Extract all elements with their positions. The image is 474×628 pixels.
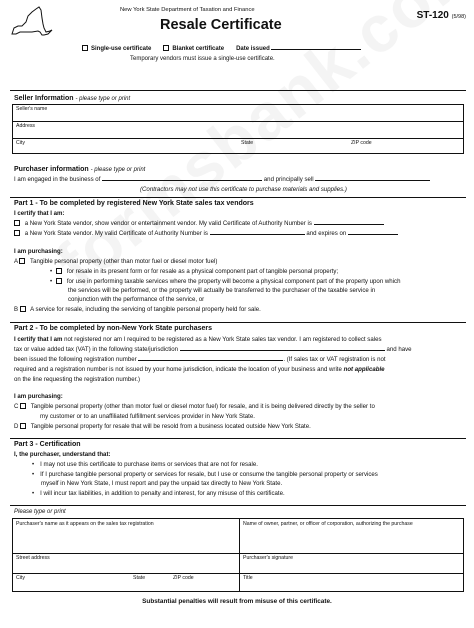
department-name: New York State Department of Taxation and Finance [120,7,255,13]
purchaser-heading: Purchaser information - please type or print [14,166,146,173]
part2-option-c-text: my customer or to an unaffiliated fulfillment services provider in New York State. [40,413,255,420]
part2-registration-line[interactable]: been issued the following registration number . (If sales tax or VAT registration is not [14,356,386,363]
option-vendor-expiring-checkbox[interactable] [14,230,20,236]
part1-letter-b-row: B A service for resale, including the servicing of tangible personal property held for sale. [14,306,261,313]
divider [10,505,466,506]
part1-heading: Part 1 - To be completed by registered New York State sales tax vendors [14,200,254,207]
seller-state-field[interactable]: State [241,140,254,146]
type-note: Please type or print [14,509,66,515]
option-vendor-checkbox[interactable] [14,220,20,226]
penalty-notice: Substantial penalties will result from misuse of this certificate. [142,598,332,605]
purchaser-name-field[interactable]: Purchaser's name as it appears on the sales tax registration [16,521,154,527]
part2-jurisdiction-line[interactable]: tax or value added tax (VAT) in the following state/jurisdiction and have [14,346,412,353]
part3-item: • If I purchase tangible personal property or services for resale, but I use or consume the tangible personal property or services [32,471,378,478]
part1-option-b[interactable]: a New York State vendor. My valid Certificate of Authority Number is and expires on [14,230,462,238]
seller-name-field[interactable]: Seller's name [16,106,48,112]
divider [10,438,466,439]
divider [10,197,466,198]
performing-text: conjunction with the performance of the service, or [68,296,205,303]
tangible-checkbox[interactable] [19,258,25,264]
business-line[interactable]: I am engaged in the business of and principally sell [14,176,462,184]
part1-certify: I certify that I am: [14,210,65,217]
blanket-checkbox[interactable] [163,45,169,51]
city-field[interactable]: City [16,575,25,581]
seller-heading: Seller Information - please type or print [14,95,131,102]
part2-letter-c-row: C Tangible personal property (other than motor fuel or diesel motor fuel) for resale, and it is being delivered directly by the seller to [14,403,375,410]
part3-item: • I may not use this certificate to purchase items or services that are not for resale. [32,461,258,468]
part1-purchasing: I am purchasing: [14,248,63,255]
part1-option-a[interactable]: a New York State vendor, show vendor or entertainment vendor. My valid Certificate of Authority Number is [14,220,462,228]
performing-checkbox[interactable] [56,278,62,284]
resale-checkbox[interactable] [56,268,62,274]
part2-letter-d-row: D Tangible personal property for resale that will be resold from a business located outside New York State. [14,423,311,430]
delivered-checkbox[interactable] [20,403,26,409]
purchaser-signature-field[interactable]: Purchaser's signature [243,555,294,561]
street-address-field[interactable]: Street address [16,555,50,561]
performing-option[interactable]: • for use in performing taxable services where the property will become a physical component part of the property upon which [50,278,401,285]
service-checkbox[interactable] [20,306,26,312]
resale-option[interactable]: • for resale in its present form or for resale as a physical component part of tangible personal property; [50,268,339,275]
contractor-note: (Contractors may not use this certificate to purchase materials and supplies.) [140,186,347,193]
part2-text: on the line requesting the registration number.) [14,376,141,383]
owner-name-field[interactable]: Name of owner, partner, or officer of corporation, authorizing the purchase [243,521,413,527]
form-number: ST-120 (5/98) [416,10,466,21]
seller-address-field[interactable]: Address [16,123,36,129]
part3-understand: I, the purchaser, understand that: [14,451,111,458]
title-field[interactable]: Title [243,575,253,581]
blanket-option[interactable]: Blanket certificate [163,45,224,54]
signature-box [12,518,464,592]
part3-item-text: myself in New York State, I must report and pay the unpaid tax directly to New York State. [41,480,283,487]
divider [10,322,466,323]
single-use-checkbox[interactable] [82,45,88,51]
single-use-option[interactable]: Single-use certificate [82,45,151,54]
date-issued-field[interactable]: Date issued [236,46,361,54]
resold-outside-checkbox[interactable] [20,423,26,429]
zip-field[interactable]: ZIP code [173,575,194,581]
state-field[interactable]: State [133,575,146,581]
new-york-state-map-logo [8,4,54,40]
temporary-vendor-note: Temporary vendors must issue a single-use certificate. [130,56,275,62]
part2-purchasing: I am purchasing: [14,393,63,400]
part2-text: required and a registration number is not issued by your home jurisdiction, indicate the location of your business and write not applicable [14,366,385,373]
performing-text: the services will be performed, or the property will actually be transferred to the purchaser of the taxable service in [68,287,376,294]
part3-heading: Part 3 - Certification [14,441,81,448]
divider [10,90,466,91]
part2-heading: Part 2 - To be completed by non-New York State purchasers [14,325,212,332]
seller-city-field[interactable]: City [16,140,25,146]
seller-zip-field[interactable]: ZIP code [351,140,372,146]
page-title: Resale Certificate [160,17,282,33]
certificate-type-row [82,45,361,54]
part3-item: • I will incur tax liabilities, in addition to penalty and interest, for any misuse of this certificate. [32,490,285,497]
part1-letter-a-row: A Tangible personal property (other than motor fuel or diesel motor fuel) [14,258,218,265]
seller-box [12,104,464,154]
part2-text: I certify that I am not registered nor am I required to be registered as a New York State sales tax vendor. I am registered to collect sales [14,336,382,343]
